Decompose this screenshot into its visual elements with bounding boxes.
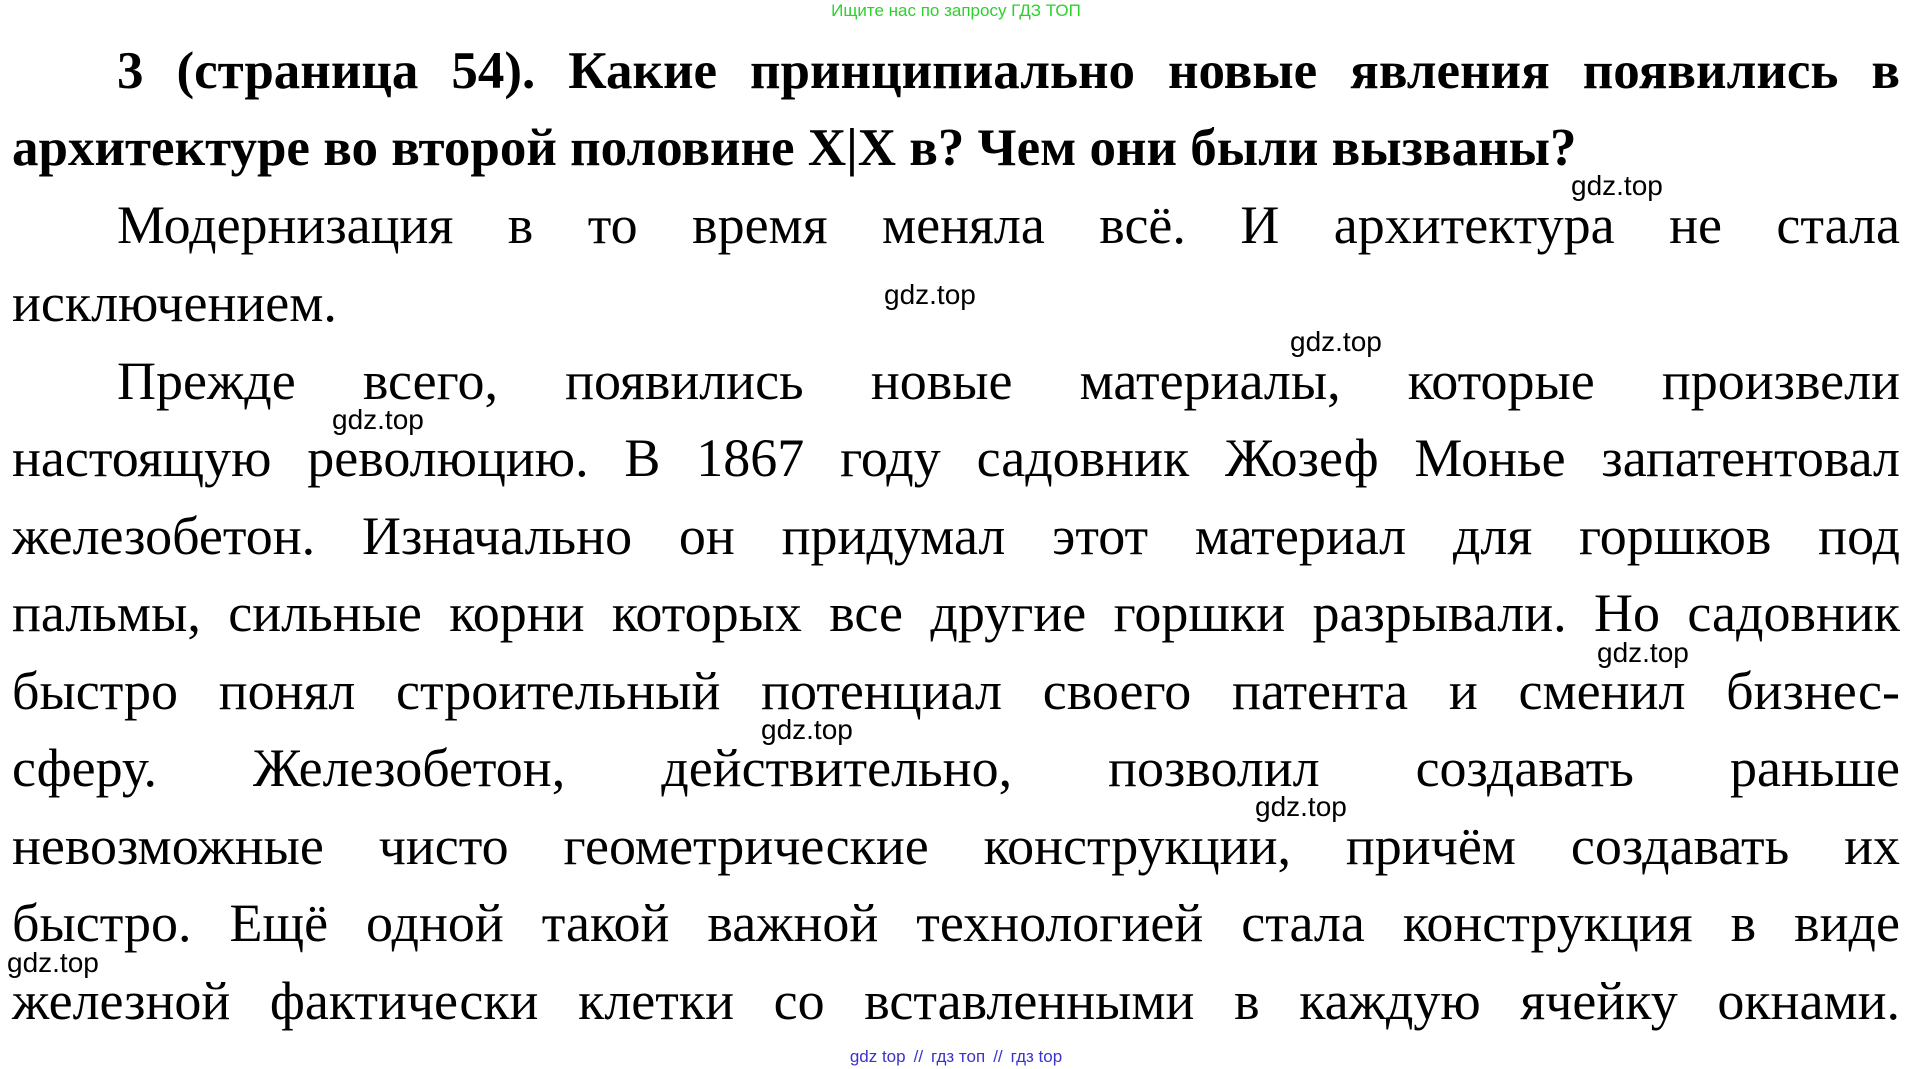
watermark: gdz.top <box>761 714 853 745</box>
footer-separator: // <box>993 1047 1003 1066</box>
answer-line-11: железной фактически клетки со вставленными в каждую ячейку окнами. <box>12 971 1900 1031</box>
question-heading-line-1: 3 (страница 54). Какие принципиально новые явления появились в <box>117 42 1900 100</box>
answer-line-8: сферу. Железобетон, действительно, позволил создавать раньше <box>12 738 1900 798</box>
answer-line-2: исключением. <box>12 273 337 333</box>
footer-separator: // <box>913 1047 924 1066</box>
watermark: gdz.top <box>7 947 99 978</box>
answer-line-10: быстро. Ещё одной такой важной технологией стала конструкция в виде <box>12 893 1900 953</box>
watermark: gdz.top <box>1255 791 1347 822</box>
watermark: gdz.top <box>1597 637 1689 668</box>
footer-link-gdz-top-ru[interactable]: гдз топ <box>931 1047 986 1066</box>
watermark: gdz.top <box>1571 170 1663 201</box>
footer-link-gdz-top[interactable]: gdz top <box>849 1047 906 1066</box>
answer-line-6: пальмы, сильные корни которых все другие горшки разрывали. Но садовник <box>12 583 1900 643</box>
watermark: gdz.top <box>332 404 424 435</box>
answer-line-4: настоящую революцию. В 1867 году садовник Жозеф Монье запатентовал <box>12 428 1900 488</box>
answer-line-9: невозможные чисто геометрические конструкции, причём создавать их <box>12 816 1900 876</box>
search-hint-banner: Ищите нас по запросу ГДЗ ТОП <box>831 1 1081 20</box>
answer-line-1: Модернизация в то время меняла всё. И архитектура не стала <box>117 195 1900 255</box>
bottom-links-bar <box>0 1047 1912 1067</box>
answer-line-3: Прежде всего, появились новые материалы, которые произвели <box>117 351 1900 411</box>
answer-line-5: железобетон. Изначально он придумал этот материал для горшков под <box>12 506 1900 566</box>
watermark: gdz.top <box>1290 326 1382 357</box>
question-heading-line-2: архитектуре во второй половине X|X в? Чем они были вызваны? <box>12 119 1577 177</box>
watermark: gdz.top <box>884 279 976 310</box>
footer-link-gdz-top-mixed[interactable]: гдз top <box>1010 1047 1063 1066</box>
answer-line-7: быстро понял строительный потенциал своего патента и сменил бизнес- <box>12 661 1900 721</box>
